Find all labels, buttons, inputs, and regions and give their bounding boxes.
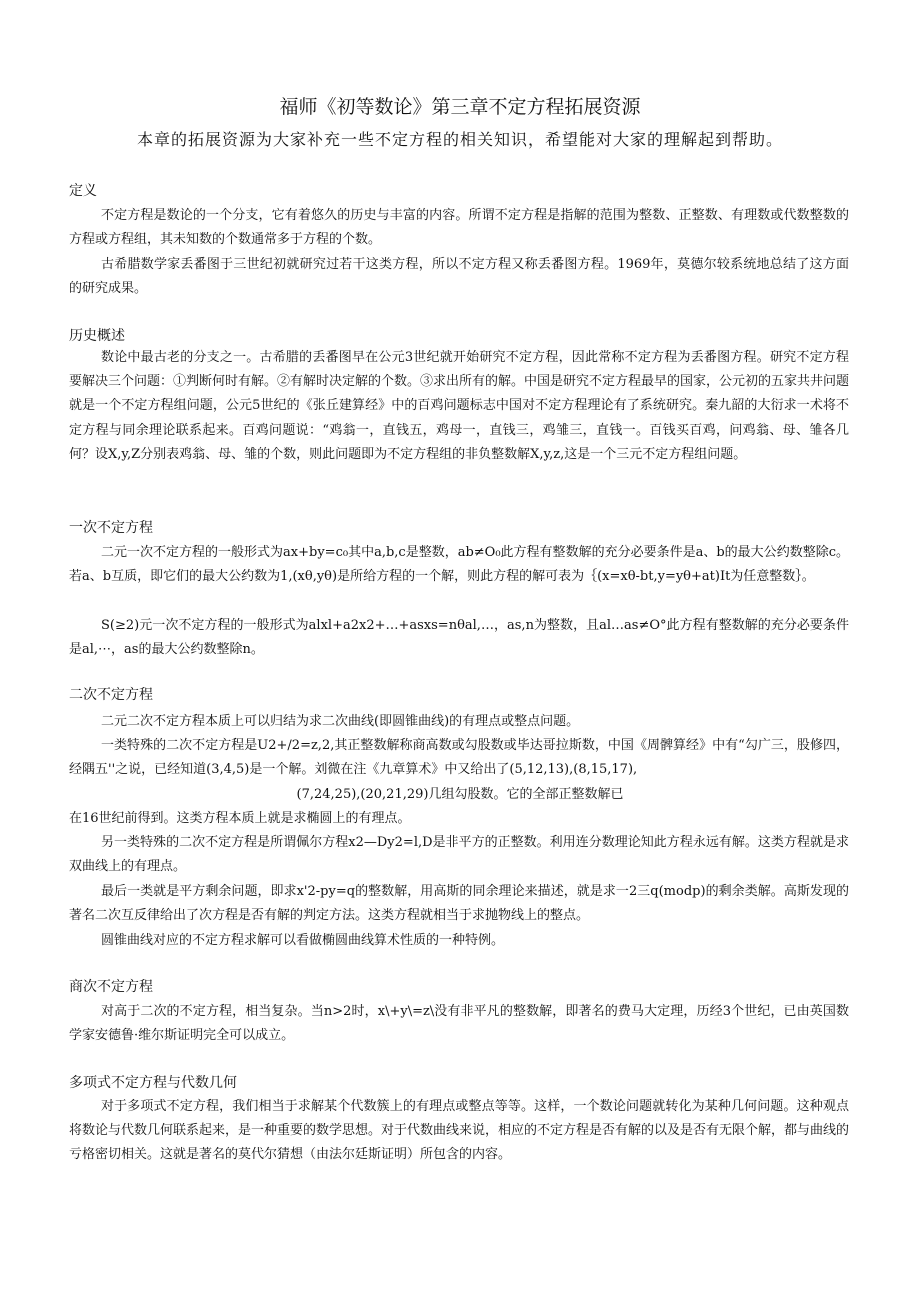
section-heading-polynomial: 多项式不定方程与代数几何 [69,1075,237,1091]
linear-paragraph-1: 二元一次不定方程的一般形式为ax+by=c₀其中a,b,c是整数，ab≠O₀此方程有整数解的充分必要条件是a、b的最大公约数整除c。若a、b互质，即它们的最大公约数为1,(xθ,yθ)是所给方程的一个解，则此方程的解可表为｛(x=xθ-bt,y=yθ+at)It为任意整数｝。 [69,545,849,585]
section-heading-quadratic: 二次不定方程 [69,687,153,703]
linear-paragraph-2: S(≥2)元一次不定方程的一般形式为alxl+a2x2+…+asxs=nθal,…，as,n为整数，且al…as≠O°此方程有整数解的充分必要条件是al,⋯，as的最大公约数整除n。 [69,618,849,658]
history-paragraph: 数论中最古老的分支之一。古希腊的丢番图早在公元3世纪就开始研究不定方程，因此常称不定方程为丢番图方程。研究不定方程要解决三个问题：①判断何时有解。②有解时决定解的个数。③求出所有的解。中国是研究不定方程最早的国家，公元初的五家共井问题就是一个不定方程组问题，公元5世纪的《张丘建算经》中的百鸡问题标志中国对不定方程理论有了系统研究。秦九韶的大衍求一术将不定方程与同余理论联系起来。百鸡问题说：“鸡翁一，直钱五，鸡母一，直钱三，鸡雏三，直钱一。百钱买百鸡，问鸡翁、母、雏各几何？设X,y,Z分别表鸡翁、母、雏的个数，则此问题即为不定方程组的非负整数解X,y,z,这是一个三元不定方程组问题。 [69,350,850,462]
section-heading-linear: 一次不定方程 [69,520,153,536]
quadratic-paragraph-5: 圆锥曲线对应的不定方程求解可以看做椭圆曲线算术性质的一种特例。 [101,933,505,948]
quadratic-paragraph-4: 最后一类就是平方剩余问题，即求x'2-py=q的整数解，用高斯的同余理论来描述，就是求一2三q(modp)的剩余类解。高斯发现的著名二次互反律给出了次方程是否有解的判定方法。这类方程就相当于求抛物线上的整点。 [69,884,849,924]
polynomial-paragraph: 对于多项式不定方程，我们相当于求解某个代数簇上的有理点或整点等等。这样，一个数论问题就转化为某种几何问题。这种观点将数论与代数几何联系起来，是一种重要的数学思想。对于代数曲线来说，相应的不定方程是否有解的以及是否有无限个解，都与曲线的亏格密切相关。这就是著名的莫代尔猜想（由法尔廷斯证明）所包含的内容。 [69,1099,850,1163]
quadratic-paragraph-2: 一类特殊的二次不定方程是U2+∕2=z,2,其正整数解称商高数或勾股数或毕达哥拉斯数，中国《周髀算经》中有“勾广三，股修四，经隅五''之说，已经知道(3,4,5)是一个解。刘微在注《九章算术》中又给出了(5,12,13),(8,15,17), [69,738,849,778]
document-title: 福师《初等数论》第三章不定方程拓展资源 [279,96,641,118]
quadratic-paragraph-2-end: 在16世纪前得到。这类方程本质上就是求椭圆上的有理点。 [69,811,411,826]
section-heading-definition: 定义 [69,183,97,199]
quadratic-paragraph-3: 另一类特殊的二次不定方程是所谓佩尔方程x2—Dy2=l,D是非平方的正整数。利用连分数理论知此方程永远有解。这类方程就是求双曲线上的有理点。 [69,835,849,875]
section-heading-higher: 商次不定方程 [69,979,153,995]
higher-paragraph: 对高于二次的不定方程，相当复杂。当n>2时，x\+y\=z\没有非平凡的整数解，即著名的费马大定理，历经3个世纪，已由英国数学家安德鲁·维尔斯证明完全可以成立。 [69,1004,849,1044]
quadratic-paragraph-2-continued: (7,24,25),(20,21,29)几组勾股数。它的全部正整数解已 [296,787,624,802]
definition-paragraph-2: 古希腊数学家丢番图于三世纪初就研究过若干这类方程，所以不定方程又称丢番图方程。1969年，莫德尔较系统地总结了这方面的研究成果。 [69,257,849,297]
section-heading-history: 历史概述 [69,328,125,344]
quadratic-paragraph-1: 二元二次不定方程本质上可以归结为求二次曲线(即圆锥曲线)的有理点或整点问题。 [101,714,580,729]
intro-text: 本章的拓展资源为大家补充一些不定方程的相关知识，希望能对大家的理解起到帮助。 [136,130,783,149]
definition-paragraph-1: 不定方程是数论的一个分支，它有着悠久的历史与丰富的内容。所谓不定方程是指解的范围为整数、正整数、有理数或代数整数的方程或方程组，其未知数的个数通常多于方程的个数。 [69,208,849,248]
